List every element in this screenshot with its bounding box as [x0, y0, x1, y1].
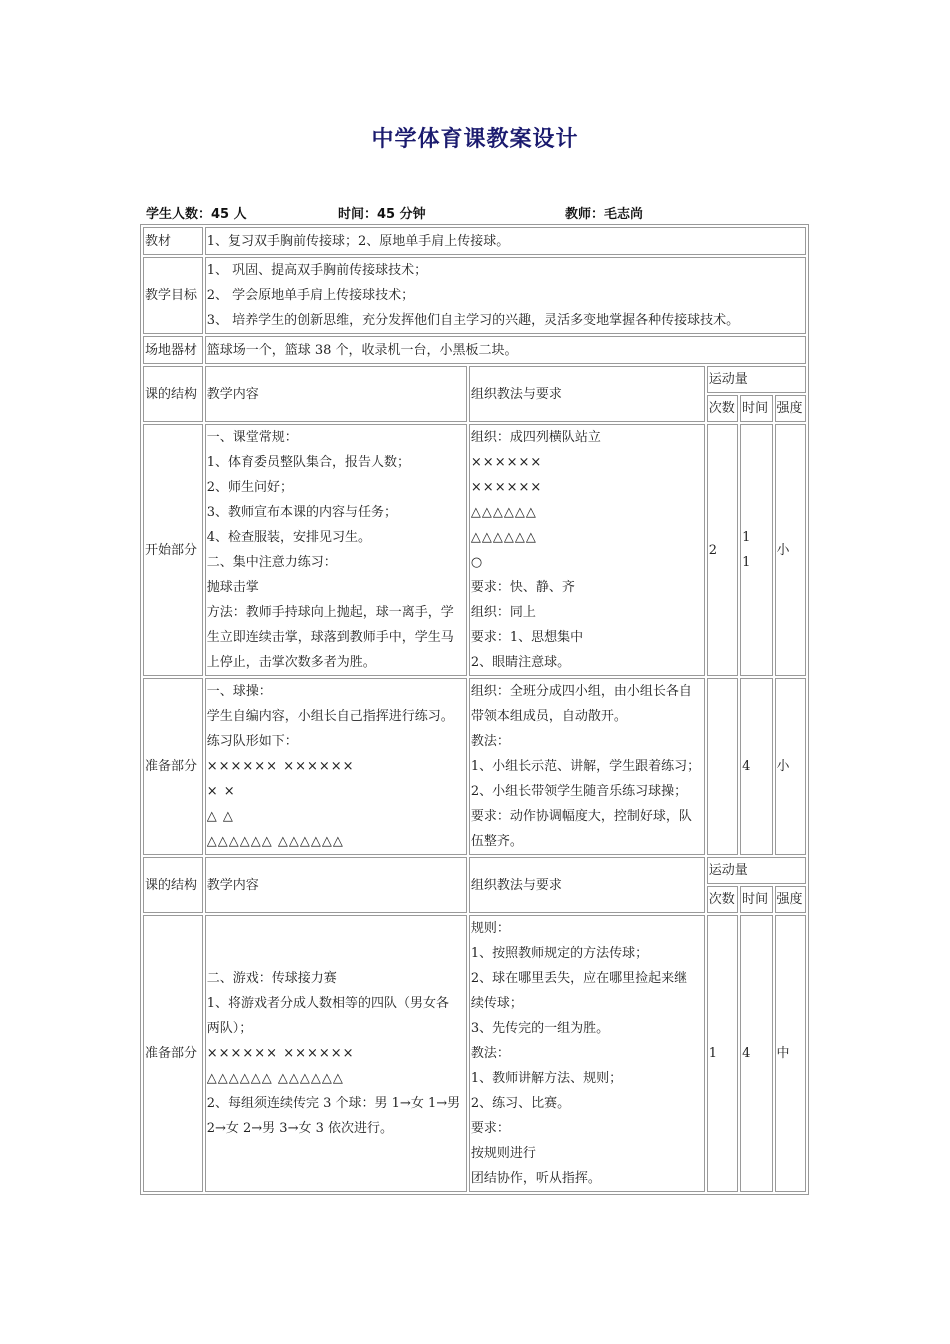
method-line: 2、小组长带领学生随音乐练习球操；: [470, 784, 688, 799]
method-line: 组织：同上: [470, 605, 536, 620]
content-line: 二、游戏：传球接力赛: [206, 971, 337, 986]
method-line: 要求：: [470, 1121, 510, 1136]
material-label: 教材: [143, 227, 203, 255]
goal-item: 1、 巩固、提高双手胸前传接球技术；: [206, 263, 428, 278]
goals-row: [143, 257, 806, 334]
method-line: 教法：: [470, 1046, 510, 1061]
goals-label: 教学目标: [143, 257, 203, 334]
header-intensity: 强度: [775, 886, 806, 913]
method-line: 续传球；: [470, 996, 523, 1011]
method-line: 2、练习、比赛。: [470, 1096, 571, 1111]
venue-row: [143, 336, 806, 364]
section-content: [205, 678, 467, 855]
method-line: 规则：: [470, 921, 510, 936]
method-line: 1、教师讲解方法、规则；: [470, 1071, 623, 1086]
section-label: 准备部分: [143, 678, 203, 855]
content-line: 4、检查服装，安排见习生。: [206, 530, 371, 545]
class-time: 时间：45 分钟: [338, 207, 426, 222]
teacher-name: 教师：毛志尚: [565, 207, 644, 222]
content-line: 两队）；: [206, 1021, 253, 1036]
formation-line: △△△△△△ △△△△△△: [206, 834, 344, 849]
goal-item: 2、 学会原地单手肩上传接球技术；: [206, 288, 415, 303]
section-row-prep-1: [143, 678, 806, 855]
section-method: [469, 915, 705, 1192]
section-duration: 4: [740, 678, 772, 855]
content-line: 一、课堂常规：: [206, 430, 298, 445]
section-duration: 4: [740, 915, 772, 1192]
formation-line: × ×: [206, 784, 236, 799]
formation-line: △△△△△△ △△△△△△: [206, 1071, 344, 1086]
content-line: 2、师生问好；: [206, 480, 293, 495]
section-label: 开始部分: [143, 424, 203, 676]
formation-line: ○: [470, 555, 484, 570]
material-row: [143, 227, 806, 255]
header-count: 次数: [707, 886, 738, 913]
section-duration: [740, 424, 772, 676]
section-intensity: 中: [775, 915, 806, 1192]
content-line: 二、集中注意力练习：: [206, 555, 337, 570]
header-intensity: 强度: [775, 395, 806, 422]
material-text: 1、复习双手胸前传接球；2、原地单手肩上传接球。: [205, 227, 806, 255]
section-intensity: 小: [775, 678, 806, 855]
header-structure: 课的结构: [143, 366, 203, 422]
method-line: 按规则进行: [470, 1146, 536, 1161]
method-line: 要求：快、静、齐: [470, 580, 575, 595]
method-line: 要求：1、思想集中: [470, 630, 584, 645]
formation-line: ××××××: [470, 480, 543, 495]
method-line: 1、小组长示范、讲解，学生跟着练习；: [470, 759, 701, 774]
venue-label: 场地器材: [143, 336, 203, 364]
formation-line: ×××××× ××××××: [206, 759, 355, 774]
formation-line: ×××××× ××××××: [206, 1046, 355, 1061]
content-line: 抛球击掌: [206, 580, 259, 595]
formation-line: △ △: [206, 809, 234, 824]
method-line: 组织：成四列横队站立: [470, 430, 601, 445]
header-load: 运动量: [707, 366, 806, 393]
goal-item: 3、 培养学生的创新思维，充分发挥他们自主学习的兴趣，灵活多变地掌握各种传接球技术。: [206, 313, 740, 328]
content-line: 3、教师宣布本课的内容与任务；: [206, 505, 397, 520]
content-line: 1、体育委员整队集合，报告人数；: [206, 455, 410, 470]
duration-value: 1: [742, 555, 751, 570]
goals-text: [205, 257, 806, 334]
student-count: 学生人数：45 人: [146, 207, 247, 222]
section-method: [469, 424, 705, 676]
method-line: 2、眼睛注意球。: [470, 655, 571, 670]
header-count: 次数: [707, 395, 738, 422]
section-content: [205, 424, 467, 676]
header-content: 教学内容: [205, 857, 467, 913]
content-line: 方法：教师手持球向上抛起，球一离手，学: [206, 605, 454, 620]
table-header-row: [143, 857, 806, 884]
content-line: 练习队形如下：: [206, 734, 298, 749]
method-line: 团结协作，听从指挥。: [470, 1171, 601, 1186]
method-line: 伍整齐。: [470, 834, 523, 849]
section-method: [469, 678, 705, 855]
header-duration: 时间: [740, 886, 772, 913]
formation-line: △△△△△△: [470, 505, 537, 520]
header-structure: 课的结构: [143, 857, 203, 913]
method-line: 2、球在哪里丢失，应在哪里捡起来继: [470, 971, 688, 986]
table-header-row: [143, 366, 806, 393]
method-line: 教法：: [470, 734, 510, 749]
duration-value: 1: [742, 530, 751, 545]
method-line: 要求：动作协调幅度大，控制好球，队: [470, 809, 692, 824]
section-row-prep-2: [143, 915, 806, 1192]
section-count: 2: [707, 424, 738, 676]
section-intensity: 小: [775, 424, 806, 676]
section-count: 1: [707, 915, 738, 1192]
content-line: 2→女 2→男 3→女 3 依次进行。: [206, 1121, 394, 1136]
content-line: 学生自编内容，小组长自己指挥进行练习。: [206, 709, 454, 724]
method-line: 3、先传完的一组为胜。: [470, 1021, 610, 1036]
method-line: 组织：全班分成四小组，由小组长各自: [470, 684, 692, 699]
header-content: 教学内容: [205, 366, 467, 422]
header-method: 组织教法与要求: [469, 366, 705, 422]
section-count: [707, 678, 738, 855]
method-line: 1、按照教师规定的方法传球；: [470, 946, 649, 961]
header-duration: 时间: [740, 395, 772, 422]
section-label: 准备部分: [143, 915, 203, 1192]
content-line: 上停止，击掌次数多者为胜。: [206, 655, 376, 670]
header-method: 组织教法与要求: [469, 857, 705, 913]
formation-line: △△△△△△: [470, 530, 537, 545]
header-load: 运动量: [707, 857, 806, 884]
page-title: 中学体育课教案设计: [371, 127, 579, 152]
content-line: 一、球操：: [206, 684, 272, 699]
section-content: [205, 915, 467, 1192]
content-line: 2、每组须连续传完 3 个球：男 1→女 1→男: [206, 1096, 461, 1111]
content-line: 1、将游戏者分成人数相等的四队（男女各: [206, 996, 449, 1011]
content-line: 生立即连续击掌，球落到教师手中，学生马: [206, 630, 454, 645]
method-line: 带领本组成员，自动散开。: [470, 709, 627, 724]
formation-line: ××××××: [470, 455, 543, 470]
venue-text: 篮球场一个，篮球 38 个，收录机一台，小黑板二块。: [205, 336, 806, 364]
lesson-plan-table: [140, 224, 809, 1195]
section-row-start: [143, 424, 806, 676]
